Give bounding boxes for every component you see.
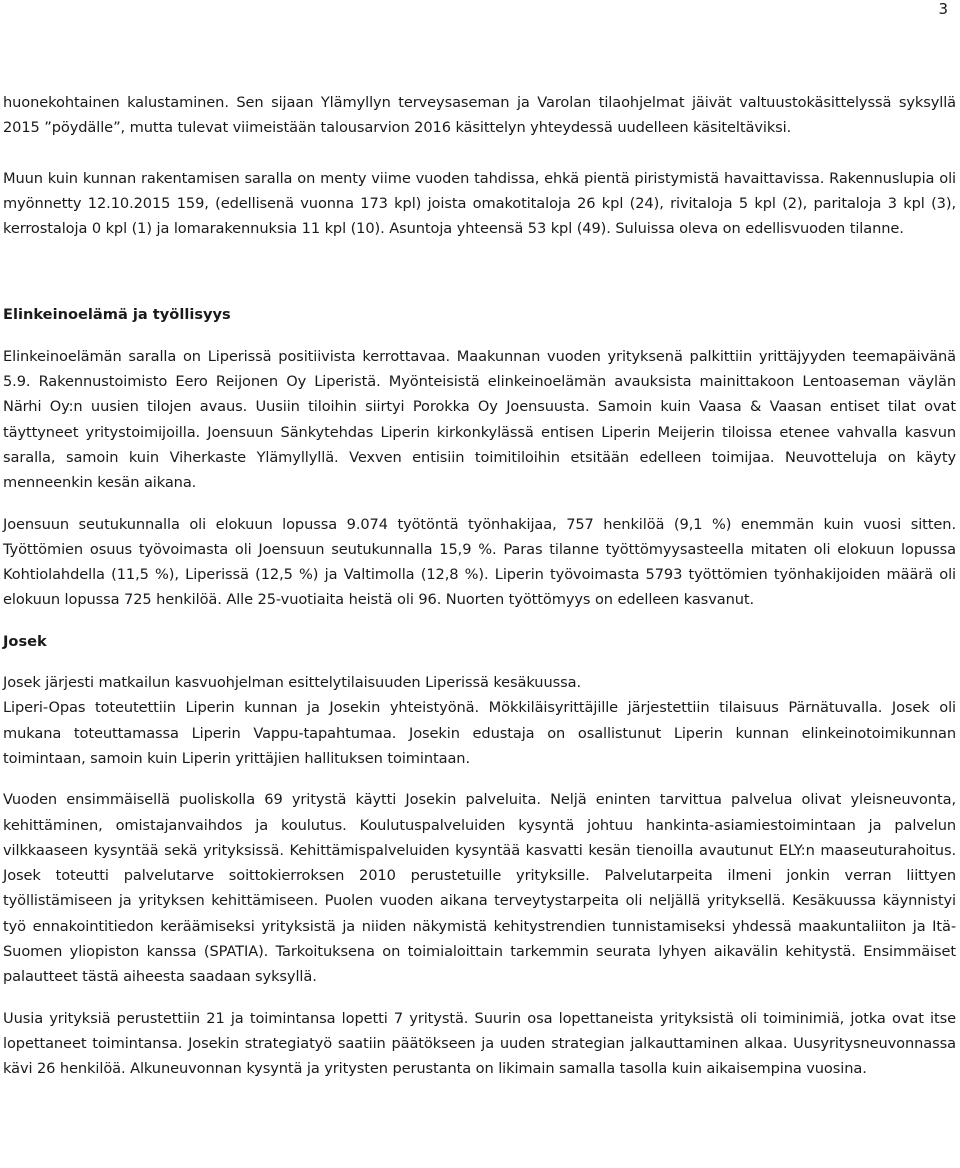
paragraph-building-permits: Muun kuin kunnan rakentamisen saralla on menty viime vuoden tahdissa, ehkä pientä piristymistä havaittavissa. Rakennuslupia oli myönnetty 12.10.2015 159, (edellisenä vuonna 173 kpl) joista omakotitaloja 26 kpl (24), rivitaloja 5 kpl (2), paritaloja 3 kpl (3), kerrostaloja 0 kpl (1) ja lomarakennuksia 11 kpl (10). Asuntoja yhteensä 53 kpl (49). Suluissa oleva on edellisvuoden tilanne. (3, 169, 956, 238)
paragraph-business-life: Elinkeinoelämän saralla on Liperissä positiivista kerrottavaa. Maakunnan vuoden yrityksenä palkittiin yrittäjyyden teemapäivänä 5.9. Rakennustoimisto Eero Reijonen Oy Liperistä. Myönteisistä elinkeinoelämän avauksista mainittakoon Lentoaseman väylän Närhi Oy:n uusien tilojen avaus. Uusiin tiloihin siirtyi Porokka Oy Joensuusta. Samoin kuin Vaasa & Vaasan entiset tilat ovat täyttyneet yritystoimijoilla. Joensuun Sänkytehdas Liperin kirkonkylässä entisen Liperin Meijerin tiloissa etenee vahvalla kasvun saralla, samoin kuin Viherkaste Ylämyllyllä. Vexven entisiin toimitiloihin etsitään edelleen toimijaa. Neuvotteluja on käyty menneenkin kesän aikana. (3, 347, 956, 492)
paragraph-josek-tourism: Josek järjesti matkailun kasvuohjelman esittelytilaisuuden Liperissä kesäkuussa. (3, 674, 581, 692)
paragraph-new-companies: Uusia yrityksiä perustettiin 21 ja toimintansa lopetti 7 yritystä. Suurin osa lopettaneista yrityksistä oli toiminimiä, jotka ovat itse lopettaneet toimintansa. Josekin strategiatyö saatiin päätökseen ja uuden strategian jalkauttaminen alkaa. Uusyritysneuvonnassa kävi 26 henkilöä. Alkuneuvonnan kysyntä ja yritysten perustanta on likimain samalla tasolla kuin aikaisempina vuosina. (3, 1009, 956, 1078)
paragraph-furnishing: huonekohtainen kalustaminen. Sen sijaan Ylämyllyn terveysaseman ja Varolan tilaohjelmat jäivät valtuustokäsittelyssä syksyllä 2015 ”pöydälle”, mutta tulevat viimeistään talousarvion 2016 käsittelyn yhteydessä uudelleen käsiteltäviksi. (3, 94, 956, 137)
heading-josek: Josek (3, 632, 47, 650)
page-number: 3 (938, 0, 948, 18)
heading-business-employment: Elinkeinoelämä ja työllisyys (3, 306, 231, 324)
paragraph-josek-services: Vuoden ensimmäisellä puoliskolla 69 yritystä käytti Josekin palveluita. Neljä eninten tarvittua palvelua olivat yleisneuvonta, kehittäminen, omistajanvaihdos ja koulutus. Koulutuspalveluiden kysyntä johtuu hankinta-asiamiestoimintaan ja palvelun vilkkaaseen kysyntää sekä yrityksissä. Kehittämispalveluiden kysyntää kasvatti kesän tienoilla avautunut ELY:n maaseuturahoitus. Josek toteutti palvelutarve soittokierroksen 2010 perustetuille yrityksille. Palvelutarpeita ilmeni jonkin verran liittyen työllistämiseen ja yrityksen kehittämiseen. Puolen vuoden aikana terveytystarpeita oli neljällä yrityksellä. Kesäkuussa käynnistyi työ ennakointitiedon keräämiseksi yrityksistä ja niiden näkymistä kehitystrendien tunnistamiseksi yhdessä maakuntaliiton ja Itä-Suomen yliopiston kanssa (SPATIA). Tarkoituksena on toimialoittain tarkemmin seurata lyhyen aikavälin kehitystä. Ensimmäiset palautteet tästä aiheesta saadaan syksyllä. (3, 791, 956, 986)
paragraph-josek-cooperation: Liperi-Opas toteutettiin Liperin kunnan ja Josekin yhteistyönä. Mökkiläisyrittäjille järjestettiin tilaisuus Pärnätuvalla. Josek oli mukana toteuttamassa Liperin Vappu-tapahtumaa. Josekin edustaja on osallistunut Liperin kunnan elinkeinotoimikunnan toimintaan, samoin kuin Liperin yrittäjien hallituksen toimintaan. (3, 699, 956, 767)
document-body (3, 90, 956, 1082)
paragraph-unemployment: Joensuun seutukunnalla oli elokuun lopussa 9.074 työtöntä työnhakijaa, 757 henkilöä (9,1 %) enemmän kuin vuosi sitten. Työttömien osuus työvoimasta oli Joensuun seutukunnalla 15,9 %. Paras tilanne työttömyysasteella mitaten oli elokuun lopussa Kohtiolahdella (11,5 %), Liperissä (12,5 %) ja Valtimolla (12,8 %). Liperin työvoimasta 5793 työttömien työnhakijoiden määrä oli elokuun lopussa 725 henkilöä. Alle 25-vuotiaita heistä oli 96. Nuorten työttömyys on edelleen kasvanut. (3, 515, 956, 609)
